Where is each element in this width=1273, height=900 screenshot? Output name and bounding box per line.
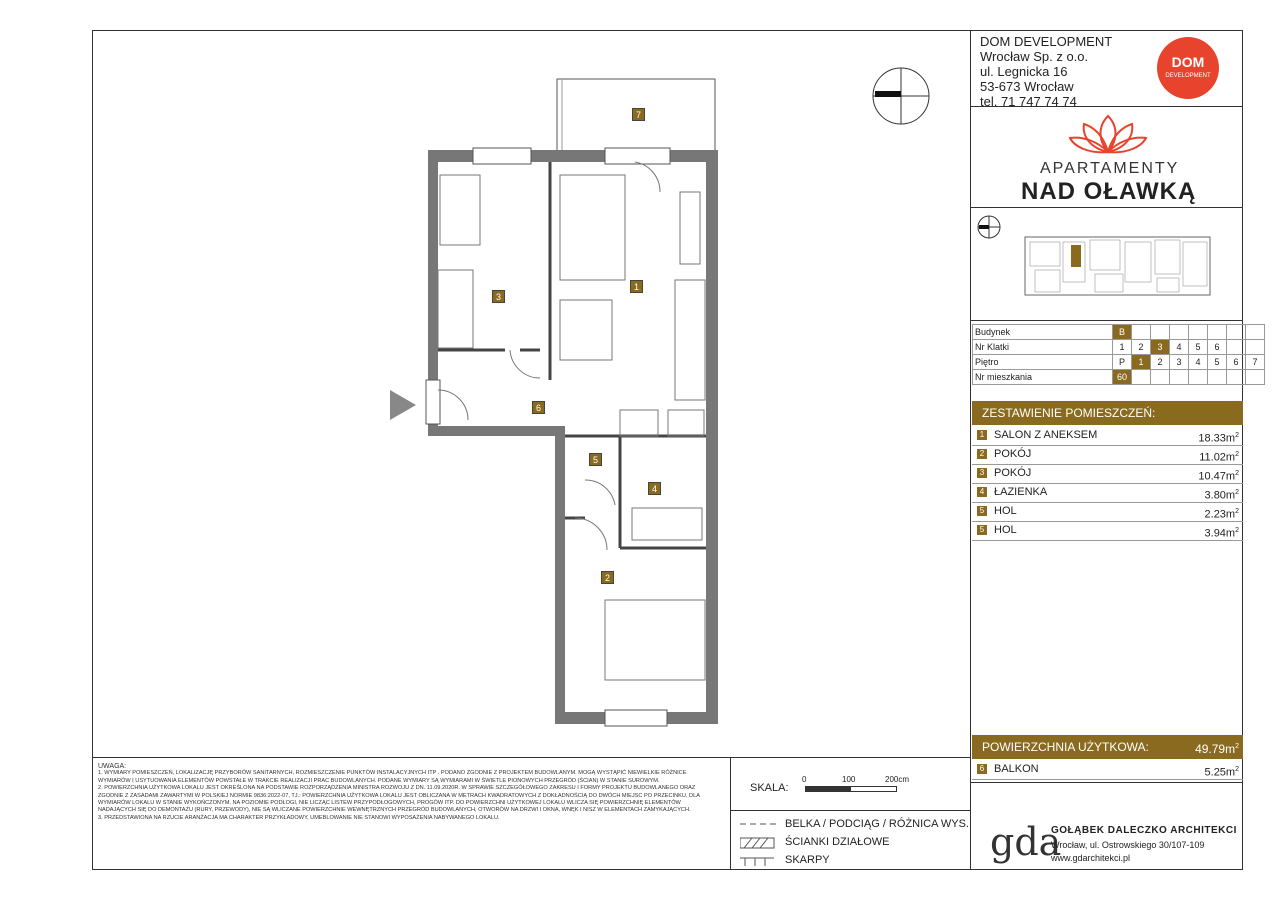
room-number: 1 — [977, 430, 987, 440]
floor-cell: 6 — [1227, 355, 1246, 370]
usable-area-header — [972, 735, 1243, 759]
staircase-cell-selected: 3 — [1151, 340, 1170, 355]
scale-tick-100: 100 — [842, 775, 856, 784]
floor-cell: P — [1113, 355, 1132, 370]
empty-cell — [1227, 370, 1246, 385]
empty-cell — [1189, 370, 1208, 385]
area-unit-sup: 2 — [1235, 489, 1239, 496]
developer-info — [980, 34, 1112, 109]
empty-cell — [1246, 325, 1265, 340]
room-area-value: 5.25m — [1204, 766, 1236, 779]
room-name: POKÓJ — [994, 448, 1032, 460]
room-area — [1205, 521, 1239, 544]
balcony-row — [972, 760, 1243, 780]
floor-cell: 2 — [1151, 355, 1170, 370]
scale-bar — [805, 786, 897, 792]
plan-tag-4: 4 — [648, 482, 661, 495]
scale-tick-0: 0 — [802, 775, 807, 784]
developer-phone: tel. 71 747 74 74 — [980, 94, 1077, 109]
empty-cell — [1132, 370, 1151, 385]
room-number: 6 — [977, 764, 987, 774]
note-item: 3. PRZEDSTAWIONA NA RZUCIE ARANŻACJA MA CHARAKTER PRZYKŁADOWY, UMEBLOWANIE NIE STANOWI WYPOSAŻENIA NABYWANEGO LOKALU. — [98, 814, 500, 821]
legend-beam: BELKA / PODCIĄG / RÓŻNICA WYS. — [785, 818, 969, 830]
architect-contact — [1051, 839, 1204, 865]
divider — [730, 757, 731, 870]
room-number: 2 — [977, 449, 987, 459]
floor-cell: 7 — [1246, 355, 1265, 370]
empty-cell — [1227, 340, 1246, 355]
legend-slopes: SKARPY — [785, 854, 830, 866]
rooms-header: ZESTAWIENIE POMIESZCZEŃ: — [972, 401, 1243, 425]
panel-divider — [970, 30, 971, 870]
empty-cell — [1208, 325, 1227, 340]
gda-logo: gda — [990, 820, 1062, 864]
empty-cell — [1170, 325, 1189, 340]
area-unit-sup: 2 — [1235, 470, 1239, 477]
empty-cell — [1227, 325, 1246, 340]
room-name: ŁAZIENKA — [994, 486, 1048, 498]
room-row — [972, 502, 1243, 522]
empty-cell — [1246, 340, 1265, 355]
room-row — [972, 464, 1243, 484]
floor-cell: 5 — [1208, 355, 1227, 370]
floor-label: Piętro — [973, 355, 1113, 370]
area-unit-sup: 2 — [1235, 766, 1239, 773]
room-row — [972, 445, 1243, 465]
room-name: HOL — [994, 524, 1017, 536]
empty-cell — [1151, 325, 1170, 340]
lotus-logo-icon — [1068, 112, 1148, 156]
floor-cell: 3 — [1170, 355, 1189, 370]
building-value: B — [1113, 325, 1132, 340]
divider — [970, 207, 1243, 208]
room-name: SALON Z ANEKSEM — [994, 429, 1098, 441]
empty-cell — [1246, 370, 1265, 385]
room-area-value: 3.94m — [1204, 527, 1236, 540]
developer-company: Wrocław Sp. z o.o. — [980, 49, 1089, 64]
room-name: HOL — [994, 505, 1017, 517]
plan-tag-5: 5 — [589, 453, 602, 466]
area-unit-sup: 2 — [1235, 508, 1239, 515]
plan-tag-7: 7 — [632, 108, 645, 121]
note-item: 1. WYMIARY POMIESZCZEŃ, LOKALIZACJĘ PRZYBORÓW SANITARNYCH, ROZMIESZCZENIE PUNKTÓW INSTALACYJNYCH ITP . PODANO ZGODNIE Z PROJEKTEM BUDOWLANYM. MOGĄ WYSTĄPIĆ NIEWIELKIE RÓŻNICE WYMIARÓW I USYTUOWANIA ELEMENTÓW POWSTAŁE W TRAKCIE REALIZACJI PRAC BUDOWLANYCH. PODANE WYMIARY SĄ WYMIARAMI W ŚWIETLE PIONOWYCH PRZEGRÓD (ŚCIAN) W STANIE SUROWYM. — [98, 770, 687, 784]
room-area — [1205, 760, 1239, 783]
plan-tag-2: 2 — [601, 571, 614, 584]
apartment-number-value: 60 — [1113, 370, 1132, 385]
notes — [98, 763, 718, 822]
area-unit-sup: 2 — [1235, 451, 1239, 458]
developer-street: ul. Legnicka 16 — [980, 64, 1068, 79]
staircase-cell: 2 — [1132, 340, 1151, 355]
floor-cell: 4 — [1189, 355, 1208, 370]
note-item: 2. POWIERZCHNIA UŻYTKOWA LOKALU JEST OKREŚLONA NA PODSTAWIE ROZPORZĄDZENIA MINISTRA ROZWOJU Z DN. 11.09.2020R. W SPRAWIE SZCZEGÓŁOWEGO ZAKRESU I FORMY PROJEKTU BUDOWLANEGO ORAZ ZGODNIE Z ZASADAMI ZAWARTYMI W POLSKIEJ NORMIE 9836:2022-07, TJ.: POWIERZCHNIA UŻYTKOWA LOKALU JEST OBLICZANA W METRACH KWADRATOWYCH Z DOKŁADNOŚCIĄ DO DWÓCH MIEJSC PO PRZECINKU, DLA WYMIARÓW LOKALU W STANIE WYKOŃCZONYM, NA POZIOMIE PODŁOGI, NIE LICZĄC LISTEW PRZYPODŁOGOWYCH, PROGÓW ITP. DO POWIERZCHNI UŻYTKOWEJ LOKALU WLICZA SIĘ POWIERZCHNIĘ ELEMENTÓW NADAJĄCYCH SIĘ DO DEMONTAŻU (RURY, PRZEWODY), NIE SĄ WLICZANE POWIERZCHNIE WEWNĘTRZNYCH PRZEGRÓD BUDOWLANYCH, OTWORÓW NA DRZWI I OKNA, WNĘK I NISZ W ELEMENTACH ZAMYKAJĄCYCH. — [98, 785, 700, 814]
staircase-cell: 5 — [1189, 340, 1208, 355]
architect-address: Wrocław, ul. Ostrowskiego 30/107-109 — [1051, 840, 1205, 850]
room-area-value: 3.80m — [1204, 489, 1236, 502]
north-arrow-icon — [873, 68, 929, 124]
room-area-value: 10.47m — [1198, 470, 1236, 483]
room-row — [972, 483, 1243, 503]
developer-city: 53-673 Wrocław — [980, 79, 1074, 94]
legend-walls: ŚCIANKI DZIAŁOWE — [785, 836, 890, 848]
apartment-number-label: Nr mieszkania — [973, 370, 1113, 385]
area-unit-sup: 2 — [1235, 432, 1239, 439]
staircase-label: Nr Klatki — [973, 340, 1113, 355]
usable-area-label: POWIERZCHNIA UŻYTKOWA: — [982, 740, 1149, 754]
staircase-cell: 6 — [1208, 340, 1227, 355]
empty-cell — [1170, 370, 1189, 385]
room-area-value: 2.23m — [1204, 508, 1236, 521]
room-number: 5 — [977, 506, 987, 516]
room-number: 4 — [977, 487, 987, 497]
plan-tag-3: 3 — [492, 290, 505, 303]
logo-text: DOM — [1171, 54, 1205, 70]
divider — [92, 757, 970, 758]
empty-cell — [1151, 370, 1170, 385]
scale-tick-200: 200cm — [885, 775, 910, 784]
empty-cell — [1208, 370, 1227, 385]
architect-web: www.gdarchitekci.pl — [1051, 853, 1131, 863]
usable-area-value — [1195, 735, 1239, 761]
developer-name: DOM DEVELOPMENT — [980, 34, 1113, 49]
room-area-value: 11.02m — [1199, 451, 1236, 464]
divider — [970, 320, 1243, 321]
room-row — [972, 521, 1243, 541]
room-number: 5 — [977, 525, 987, 535]
staircase-cell: 1 — [1113, 340, 1132, 355]
empty-cell — [1189, 325, 1208, 340]
divider — [970, 782, 1243, 783]
room-number: 3 — [977, 468, 987, 478]
notes-title: UWAGA: — [98, 763, 127, 770]
room-row — [972, 426, 1243, 446]
key-plan — [975, 212, 1240, 316]
project-title-line1: APARTAMENTY — [1040, 160, 1180, 177]
staircase-cell: 4 — [1170, 340, 1189, 355]
room-name: POKÓJ — [994, 467, 1032, 479]
floor-plan — [370, 60, 950, 740]
apartment-info-table — [972, 324, 1265, 385]
room-area-value: 18.33m — [1198, 432, 1236, 445]
scale-label: SKALA: — [750, 782, 789, 794]
architect-name: GOŁĄBEK DALECZKO ARCHITEKCI — [1051, 825, 1237, 836]
floor-cell-selected: 1 — [1132, 355, 1151, 370]
legend-symbols — [740, 818, 780, 868]
plan-tag-6: 6 — [532, 401, 545, 414]
project-title-line2: NAD OŁAWKĄ — [1021, 178, 1197, 205]
divider — [730, 810, 970, 811]
room-name: BALKON — [994, 763, 1039, 775]
plan-tag-1: 1 — [630, 280, 643, 293]
empty-cell — [1132, 325, 1151, 340]
dom-development-logo — [1157, 37, 1219, 99]
usable-area-number: 49.79m — [1195, 742, 1236, 756]
area-unit-sup: 2 — [1235, 527, 1239, 534]
building-label: Budynek — [973, 325, 1113, 340]
area-unit-sup: 2 — [1235, 743, 1239, 750]
logo-subtext: DEVELOPMENT — [1165, 73, 1211, 79]
